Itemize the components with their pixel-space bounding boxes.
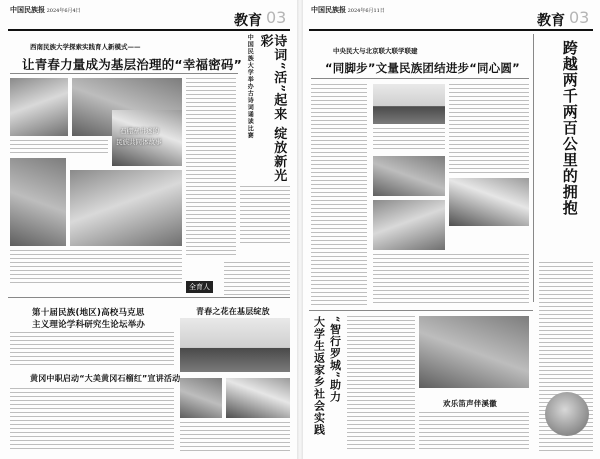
side-divider xyxy=(533,34,534,302)
lead-rule xyxy=(311,78,529,79)
lead-rule xyxy=(10,73,238,74)
lead-photo-2 xyxy=(373,156,445,196)
bottom-body-text xyxy=(10,388,174,452)
photo-story-image xyxy=(419,316,529,388)
mid-headline-2: 主义理论学科研究生论坛举办 xyxy=(32,320,146,330)
section-name: 教育 xyxy=(234,13,262,29)
column-tag: 全育人 xyxy=(186,281,213,293)
lead-headline: “同脚步”文量民族团结进步“同心圆” xyxy=(325,61,520,75)
column-text xyxy=(224,262,290,296)
photo-story-image-1 xyxy=(180,318,290,372)
photo-story-headline: 青春之花在基层绽放 xyxy=(196,307,270,316)
vertical-body-text xyxy=(240,186,290,246)
masthead-date: 2024年6月11日 xyxy=(347,8,385,14)
mid-headline-1: 大学生返家乡社会实践 xyxy=(312,316,326,436)
portrait-circle xyxy=(545,392,589,436)
section-name: 教育 xyxy=(537,13,565,29)
lead-photo-5 xyxy=(70,170,182,246)
lead-photo-horses xyxy=(373,84,445,124)
vertical-headline: 诗词“活”起来 绽放新光彩 xyxy=(257,34,287,183)
photo-story-text xyxy=(419,412,529,452)
lead-photo-4 xyxy=(10,158,66,246)
masthead-logo: 中国民族报 xyxy=(311,5,346,14)
right-masthead xyxy=(311,5,385,15)
photo-story-image-2 xyxy=(180,378,222,418)
mid-body-text xyxy=(347,316,415,452)
section-divider xyxy=(309,310,533,311)
masthead-logo: 中国民族报 xyxy=(10,5,45,14)
lead-text-col-3 xyxy=(449,84,529,174)
lead-kicker: 中央民大与北京联大联学联建 xyxy=(333,47,418,55)
lead-photo-4 xyxy=(449,178,529,226)
section-divider xyxy=(8,297,290,298)
lead-continued-text xyxy=(10,250,182,286)
photo-story-text xyxy=(180,422,290,452)
lead-body-text xyxy=(186,78,236,258)
side-headline: 跨越两千两百公里的拥抱 xyxy=(560,40,579,216)
lead-photo-1 xyxy=(10,78,68,136)
header-rule xyxy=(309,29,593,31)
header-rule xyxy=(8,29,290,31)
masthead-date: 2024年6月4日 xyxy=(46,8,81,14)
lead-text-col-2 xyxy=(373,128,445,152)
page-number: 03 xyxy=(266,8,287,27)
lead-photo-caption-1: 石棚寨讲述的 xyxy=(120,127,159,135)
vertical-kicker: 中国民族大学举办古诗词诵读比赛 xyxy=(246,34,254,139)
right-page xyxy=(303,0,600,459)
mid-headline-1: 第十届民族(地区)高校马克思 xyxy=(32,308,145,318)
lead-photo-3 xyxy=(373,200,445,250)
bottom-headline: 黄冈中职启动“大美黄冈石榴红”宣讲活动 xyxy=(30,374,181,383)
lead-kicker: 西南民族大学探索实践育人新模式—— xyxy=(30,43,141,51)
mid-body-text xyxy=(10,332,174,366)
lead-headline: 让青春力量成为基层治理的“幸福密码” xyxy=(22,57,243,72)
photo-story-headline: 欢乐笛声伴溪徽 xyxy=(443,399,497,408)
lead-photo-caption-2: 民族共同体故事 xyxy=(116,138,162,146)
photo-story-image-3 xyxy=(226,378,290,418)
left-page xyxy=(0,0,298,459)
lead-text-col-1 xyxy=(311,84,367,306)
mid-headline-2: “智行罗城”助力 xyxy=(328,316,342,403)
left-masthead xyxy=(10,5,81,15)
lead-text-bottom xyxy=(373,254,529,306)
page-number: 03 xyxy=(569,8,590,27)
lead-caption-text xyxy=(10,140,108,154)
